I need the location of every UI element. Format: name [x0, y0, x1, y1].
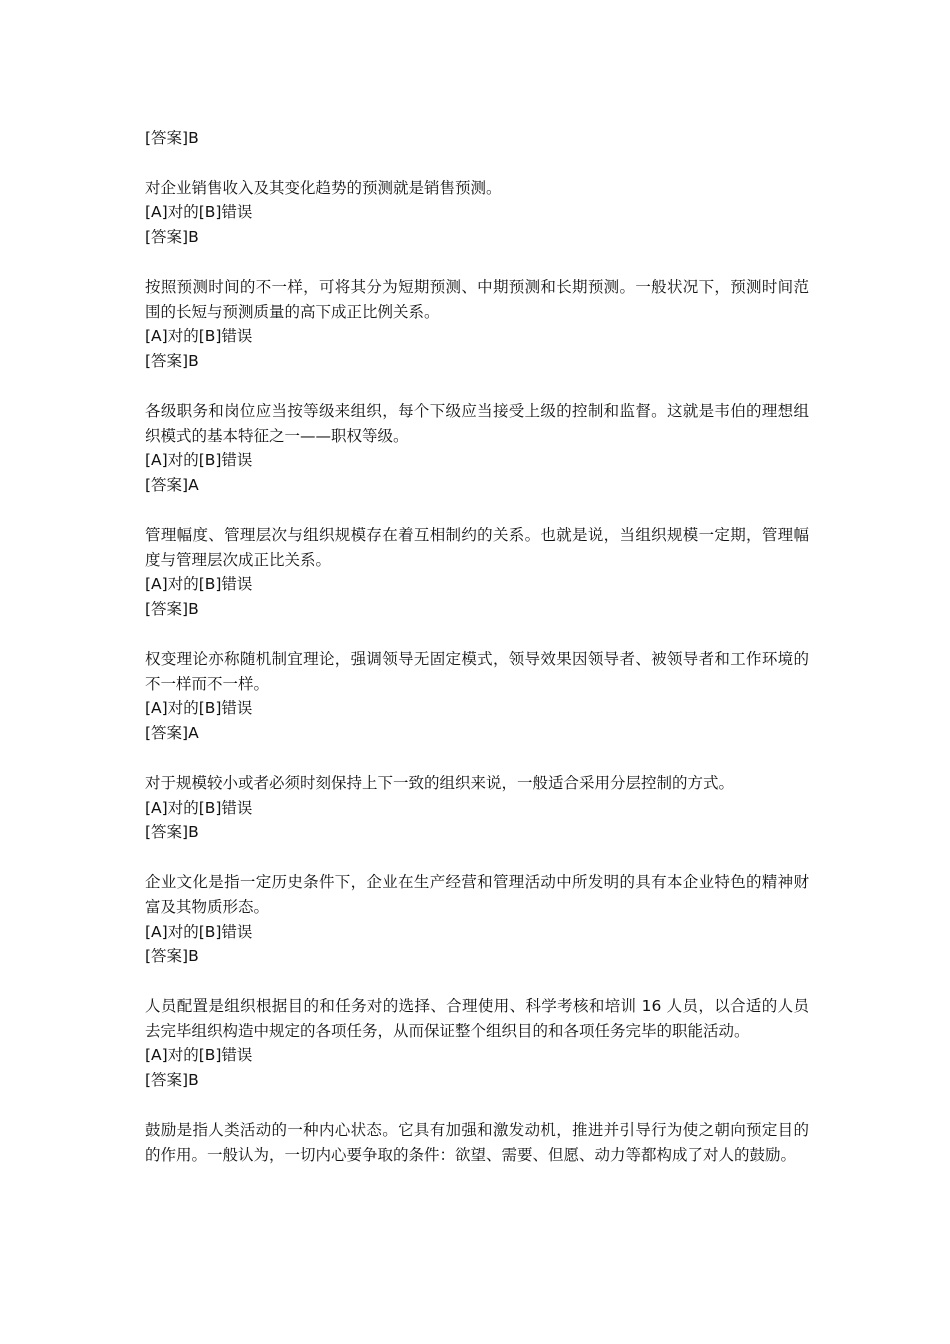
- question-answer: [答案]A: [145, 476, 199, 495]
- document-page: [145, 126, 809, 1167]
- question-block: [145, 176, 809, 250]
- question-options: [A]对的[B]错误: [145, 1046, 253, 1065]
- question-options: [A]对的[B]错误: [145, 922, 253, 941]
- question-options: [A]对的[B]错误: [145, 327, 253, 346]
- question-block: [145, 523, 809, 622]
- question-text: 人员配置是组织根据目的和任务对的选择、合理使用、科学考核和培训 16 人员，以合适的人员去完毕组织构造中规定的各项任务，从而保证整个组织目的和各项任务完毕的职能活动。: [145, 996, 809, 1040]
- lead-answer: [答案]B: [145, 129, 199, 147]
- question-answer: [答案]B: [145, 823, 199, 842]
- question-answer: [答案]A: [145, 724, 199, 743]
- question-block: [145, 399, 809, 498]
- question-options: [A]对的[B]错误: [145, 575, 253, 594]
- question-block: [145, 1118, 809, 1168]
- question-options: [A]对的[B]错误: [145, 699, 253, 718]
- question-answer: [答案]B: [145, 352, 199, 371]
- question-block: [145, 994, 809, 1093]
- question-text: 权变理论亦称随机制宜理论，强调领导无固定模式，领导效果因领导者、被领导者和工作环境的不一样而不一样。: [145, 649, 809, 693]
- question-options: [A]对的[B]错误: [145, 451, 253, 470]
- question-answer: [答案]B: [145, 228, 199, 247]
- question-text: 鼓励是指人类活动的一种内心状态。它具有加强和激发动机，推进并引导行为使之朝向预定目的的作用。一般认为，一切内心要争取的条件：欲望、需要、但愿、动力等都构成了对人的鼓励。: [145, 1120, 809, 1164]
- question-answer: [答案]B: [145, 600, 199, 619]
- question-block: [145, 870, 809, 969]
- question-text: 按照预测时间的不一样，可将其分为短期预测、中期预测和长期预测。一般状况下，预测时间范围的长短与预测质量的高下成正比例关系。: [145, 277, 809, 321]
- question-answer: [答案]B: [145, 1071, 199, 1090]
- question-text: 企业文化是指一定历史条件下，企业在生产经营和管理活动中所发明的具有本企业特色的精神财富及其物质形态。: [145, 872, 809, 916]
- question-options: [A]对的[B]错误: [145, 203, 253, 222]
- question-text: 各级职务和岗位应当按等级来组织，每个下级应当接受上级的控制和监督。这就是韦伯的理想组织模式的基本特征之一——职权等级。: [145, 401, 809, 445]
- question-text: 对企业销售收入及其变化趋势的预测就是销售预测。: [145, 178, 502, 197]
- question-options: [A]对的[B]错误: [145, 798, 253, 817]
- question-answer: [答案]B: [145, 947, 199, 966]
- question-block: [145, 275, 809, 374]
- question-text: 对于规模较小或者必须时刻保持上下一致的组织来说，一般适合采用分层控制的方式。: [145, 773, 735, 792]
- question-text: 管理幅度、管理层次与组织规模存在着互相制约的关系。也就是说，当组织规模一定期，管理幅度与管理层次成正比关系。: [145, 525, 809, 569]
- question-block: [145, 771, 809, 845]
- question-block: [145, 647, 809, 746]
